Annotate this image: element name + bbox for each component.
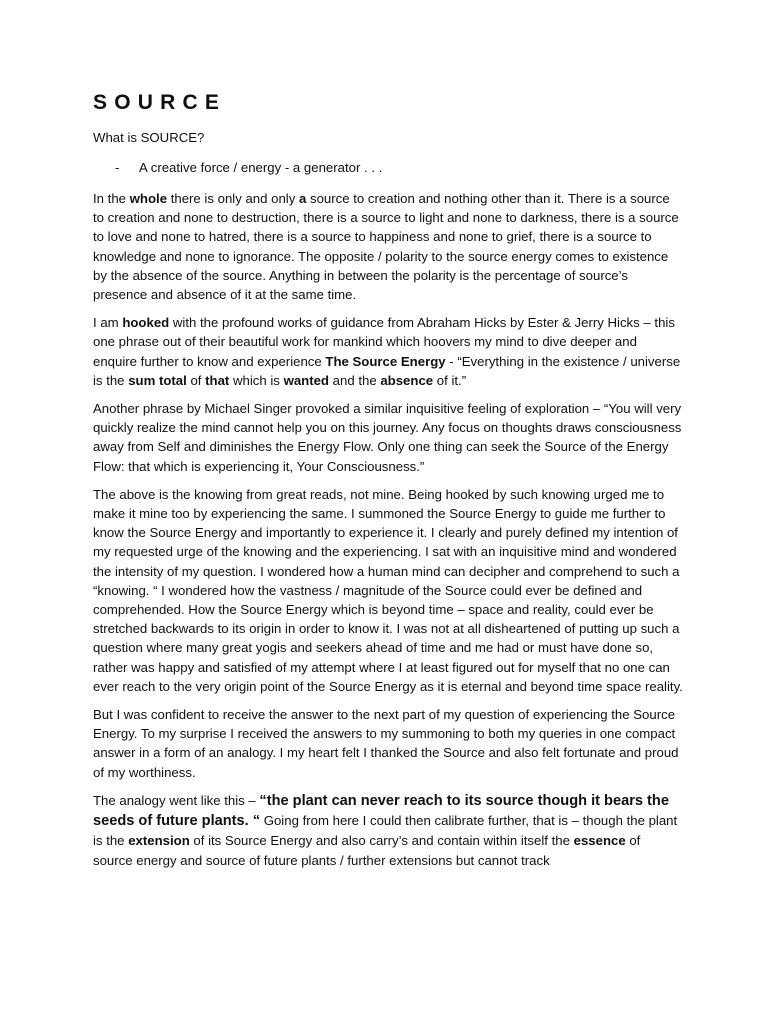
text-run: Going from here I could then calibrate further, that is – though the plant is the (93, 813, 678, 849)
text-run: But I was confident to receive the answer to the next part of my question of experiencing the Source Energy. To my surprise I received the answers to my summoning to both my queries in one compact answer in a form of an analogy. I my heart felt I thanked the Source and also felt fortunate and proud of my worthiness. (93, 707, 679, 780)
text-run: - “Everything in the existence / universe is the (93, 353, 681, 388)
text-run: Another phrase by Michael Singer provoked a similar inquisitive feeling of exploration – “You will very quickly realize the mind cannot help you on this journey. Any focus on thoughts draws consciousness away from Self and diminishes the Energy Flow. Only one thing can seek the Source of the Energy Flow: that which is experiencing it, Your Consciousness.” (93, 401, 682, 474)
text-run: and the (329, 372, 381, 388)
text-run: there is only and only (167, 191, 299, 206)
text-run: The analogy went like this – (93, 792, 260, 808)
text-run: The above is the knowing from great reads, not mine. Being hooked by such knowing urged me to make it mine too by experiencing the same. I summoned the Source Energy to guide me further to know the Source Energy and importantly to experience it. I clearly and purely defined my intention of my requested urge of the knowing and the experiencing. I sat with an inquisitive mind and wondered the intensity of my question. I wondered how a human mind can decipher and comprehend to such a “knowing. “ I wondered how the vastness / magnitude of the Source could ever be defined and comprehended. How the Source Energy which is beyond time – space and reality, could ever be stretched backwards to its origin in order to know it. I was not at all disheartened of putting up such a question where many great yogis and seekers ahead of time and me had or must have done so, rather was happy and satisfied of my attempt where I at least figured out for myself that no one can ever reach to the very origin point of the Source Energy as it is eternal and beyond time space reality. (93, 486, 683, 694)
emphasis-run: extension (128, 833, 190, 849)
text-run: source to creation and nothing other than it. There is a source to creation and none to destruction, there is a source to light and none to darkness, there is a source to love and none to hatred, there is a source to happiness and none to grief, there is a source to knowledge and none to ignorance. The opposite / polarity to the source energy comes to existence by the absence of the source. Anything in between the polarity is the percentage of source’s presence and absence of it at the same time. (93, 191, 679, 303)
paragraph (93, 313, 683, 390)
question-line: What is SOURCE? (93, 130, 205, 145)
text-run: with the profound works of guidance from Abraham Hicks by Ester & Jerry Hicks – this one phrase out of their beautiful work for mankind which hoovers my mind to dive deeper and enquire further to know and experience (93, 315, 675, 369)
text-run: of source energy and source of future plants / further extensions but cannot track (93, 833, 641, 868)
emphasis-run: whole (129, 191, 168, 206)
paragraph (93, 485, 683, 696)
text-run: of it.” (433, 372, 467, 388)
bullet-text: A creative force / energy - a generator . . . (139, 160, 383, 175)
text-run: which is (229, 372, 284, 388)
emphasis-run: absence (380, 372, 434, 388)
text-run: of its Source Energy and also carry’s and contain within itself the (189, 833, 574, 849)
text-run: of (186, 372, 206, 388)
emphasis-run: that (205, 372, 230, 388)
text-run: In the (93, 191, 130, 206)
emphasis-run: essence (573, 833, 626, 849)
paragraph (93, 791, 683, 870)
emphasis-run: hooked (122, 315, 170, 331)
text-run: I am (93, 315, 123, 331)
emphasis-run: a (299, 191, 307, 206)
body-text (93, 189, 683, 879)
bullet-dash: - (115, 160, 120, 175)
paragraph (93, 399, 683, 476)
bullet-item (115, 158, 382, 177)
emphasis-run: sum total (128, 372, 187, 388)
paragraph (93, 705, 683, 782)
emphasis-run: “the plant can never reach to its source though it bears the seeds of future plants. “ (93, 792, 669, 830)
document-title: SOURCE (93, 91, 227, 114)
paragraph (93, 189, 683, 304)
emphasis-run: The Source Energy (325, 353, 446, 369)
emphasis-run: wanted (283, 372, 329, 388)
